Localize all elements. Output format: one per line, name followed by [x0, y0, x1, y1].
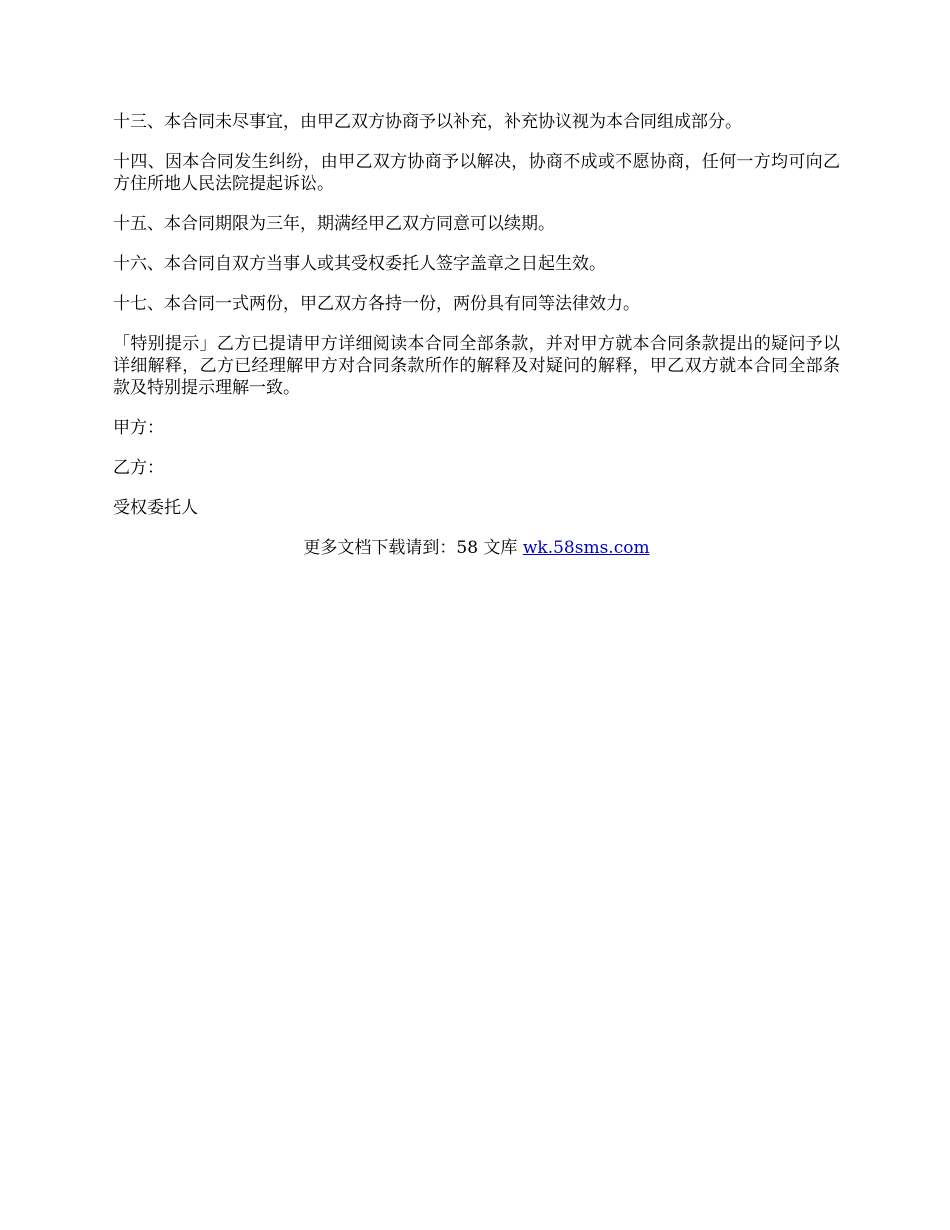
- special-notice: 「特别提示」乙方已提请甲方详细阅读本合同全部条款，并对甲方就本合同条款提出的疑问予以详细解释，乙方已经理解甲方对合同条款所作的解释及对疑问的解释，甲乙双方就本合同全部条款及特别提示理解一致。: [113, 334, 840, 398]
- clause-17: 十七、本合同一式两份，甲乙双方各持一份，两份具有同等法律效力。: [113, 294, 640, 314]
- clause-16: 十六、本合同自双方当事人或其受权委托人签字盖章之日起生效。: [113, 254, 606, 274]
- clause-14: 十四、因本合同发生纠纷，由甲乙双方协商予以解决，协商不成或不愿协商，任何一方均可向乙方住所地人民法院提起诉讼。: [113, 152, 840, 194]
- clause-15: 十五、本合同期限为三年，期满经甲乙双方同意可以续期。: [113, 214, 555, 234]
- footer-link[interactable]: wk.58sms.com: [522, 538, 650, 558]
- footer-text: 更多文档下载请到：58 文库: [303, 538, 523, 558]
- document-page: [113, 111, 840, 559]
- party-a-label: 甲方：: [113, 418, 164, 438]
- authorized-agent-label: 受权委托人: [113, 498, 198, 518]
- clause-13: 十三、本合同未尽事宜，由甲乙双方协商予以补充，补充协议视为本合同组成部分。: [113, 112, 742, 132]
- footer: [113, 537, 840, 559]
- party-b-label: 乙方：: [113, 458, 164, 478]
